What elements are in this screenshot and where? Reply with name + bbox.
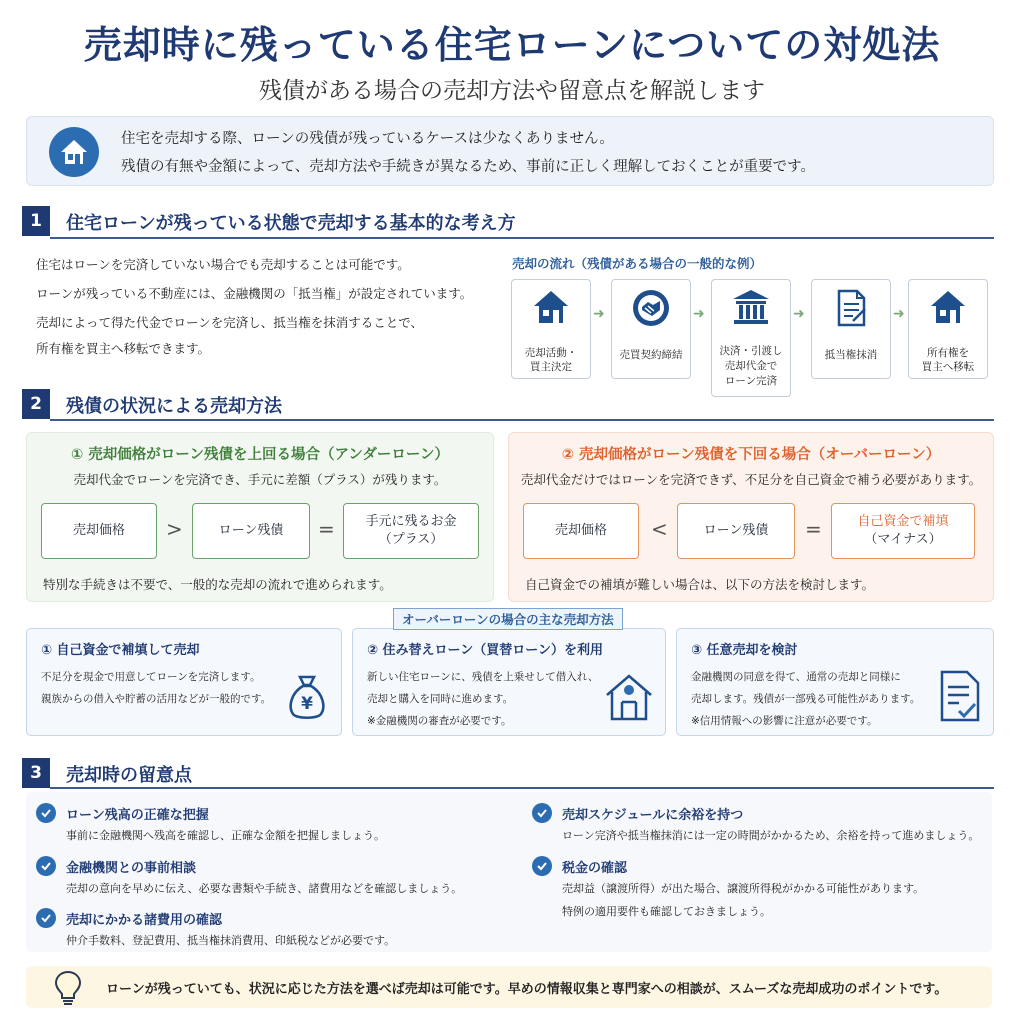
overloan-note: 自己資金での補填が難しい場合は、以下の方法を検討します。: [525, 577, 875, 592]
underloan-note: 特別な手続きは不要で、一般的な売却の流れで進められます。: [43, 577, 392, 592]
flow-arrow-1: ➜: [593, 306, 605, 322]
flow-title: 売却の流れ（残債がある場合の一般的な例）: [512, 256, 763, 271]
overloan-desc: 売却代金だけではローンを完済できず、不足分を自己資金で補う必要があります。: [520, 472, 982, 487]
flow-arrow-2: ➜: [693, 306, 705, 322]
overloan-result-box: 自己資金で補填 （マイナス）: [831, 503, 975, 559]
flow-step-2: 売買契約締結: [611, 279, 691, 379]
section-2-divider: [50, 419, 994, 421]
section-1-number: 1: [22, 206, 50, 236]
point-text: 売却益（譲渡所得）が出た場合、譲渡所得税がかかる可能性があります。: [562, 882, 925, 895]
bank-icon: [731, 288, 771, 326]
method-card-voluntary-sale: ③ 任意売却を検討 金融機関の同意を得て、通常の売却と同様に 売却します。残債が一部残る可能性があります。 ※信用情報への影響に注意が必要です。: [676, 628, 994, 736]
underloan-balance-box: ローン残債: [192, 503, 310, 559]
checklist-icon: [939, 669, 981, 723]
underloan-title: ① 売却価格がローン残債を上回る場合（アンダーローン）: [70, 447, 450, 463]
underloan-desc: 売却代金でローンを完済でき、手元に差額（プラス）が残ります。: [73, 472, 447, 487]
overloan-operator-eq: =: [805, 517, 822, 541]
check-icon: [36, 803, 56, 823]
house-icon: [531, 288, 571, 326]
document-icon: [831, 288, 871, 328]
section-3-divider: [50, 787, 994, 789]
money-bag-icon: [285, 673, 329, 721]
intro-panel: [26, 116, 994, 186]
section-1-para-1: 住宅はローンを完済していない場合でも売却することは可能です。: [36, 257, 410, 272]
section-2-number: 2: [22, 389, 50, 419]
underloan-operator-eq: =: [318, 517, 335, 541]
point-title: 売却にかかる諸費用の確認: [66, 913, 223, 928]
check-icon: [36, 856, 56, 876]
summary-tip-text: ローンが残っていても、状況に応じた方法を選べば売却は可能です。早めの情報収集と専門家への相談が、スムーズな売却成功のポイントです。: [106, 982, 948, 997]
point-title: 売却スケジュールに余裕を持つ: [562, 808, 744, 823]
underloan-card: [26, 432, 494, 602]
overloan-balance-box: ローン残債: [677, 503, 795, 559]
point-text: 売却の意向を早めに伝え、必要な書類や手続き、諸費用などを確認しましょう。: [66, 882, 463, 895]
flow-step-1: 売却活動・ 買主決定: [511, 279, 591, 379]
check-icon: [36, 908, 56, 928]
section-1-para-2: ローンが残っている不動産には、金融機関の「抵当権」が設定されています。: [36, 286, 473, 301]
svg-text:¥: ¥: [301, 694, 313, 714]
section-2-title: 残債の状況による売却方法: [66, 396, 282, 417]
point-text: ローン完済や抵当権抹消には一定の時間がかかるため、余裕を持って進めましょう。: [562, 829, 980, 842]
overloan-methods-label: オーバーローンの場合の主な売却方法: [393, 608, 623, 630]
section-1-para-4: 所有権を買主へ移転できます。: [36, 341, 211, 356]
page-subtitle: 残債がある場合の売却方法や留意点を解説します: [259, 78, 765, 104]
underloan-result-box: 手元に残るお金 （プラス）: [343, 503, 479, 559]
section-1-divider: [50, 237, 994, 239]
point-title: 金融機関との事前相談: [66, 861, 197, 876]
house-icon: [928, 288, 968, 326]
underloan-operator-gt: >: [166, 517, 183, 541]
check-icon: [532, 856, 552, 876]
intro-line-2: 残債の有無や金額によって、売却方法や手続きが異なるため、事前に正しく理解しておくことが重要です。: [121, 159, 815, 175]
point-title: ローン残高の正確な把握: [66, 808, 209, 823]
overloan-card: [508, 432, 994, 602]
flow-step-3: 決済・引渡し 売却代金で ローン完済: [711, 279, 791, 397]
flow-arrow-3: ➜: [793, 306, 805, 322]
lightbulb-icon: [54, 970, 82, 1006]
intro-line-1: 住宅を売却する際、ローンの残債が残っているケースは少なくありません。: [121, 131, 614, 147]
flow-step-4: 抵当権抹消: [811, 279, 891, 379]
section-1-para-3: 売却によって得た代金でローンを完済し、抵当権を抹消することで、: [36, 315, 424, 330]
point-text: 特例の適用要件も確認しておきましょう。: [562, 905, 771, 918]
handshake-icon: [631, 288, 671, 328]
overloan-sale-price-box: 売却価格: [523, 503, 639, 559]
point-title: 税金の確認: [562, 861, 628, 876]
section-1-title: 住宅ローンが残っている状態で売却する基本的な考え方: [66, 213, 516, 234]
summary-tip: [26, 966, 992, 1008]
flow-arrow-4: ➜: [893, 306, 905, 322]
method-card-replacement-loan: ② 住み替えローン（買替ローン）を利用 新しい住宅ローンに、残債を上乗せして借入れ、 売却と購入を同時に進めます。 ※金融機関の審査が必要です。: [352, 628, 666, 736]
overloan-operator-lt: <: [651, 517, 668, 541]
new-house-icon: [601, 671, 657, 723]
underloan-sale-price-box: 売却価格: [41, 503, 157, 559]
point-text: 事前に金融機関へ残高を確認し、正確な金額を把握しましょう。: [66, 829, 385, 842]
house-icon: [49, 127, 99, 177]
section-3-number: 3: [22, 758, 50, 788]
section-3-title: 売却時の留意点: [66, 765, 192, 786]
method-card-self-funds: ① 自己資金で補填して売却 不足分を現金で用意してローンを完済します。 親族からの借入や貯蓄の活用などが一般的です。 ¥: [26, 628, 342, 736]
page-title: 売却時に残っている住宅ローンについての対処法: [83, 23, 941, 67]
point-text: 仲介手数料、登記費用、抵当権抹消費用、印紙税などが必要です。: [66, 934, 396, 947]
check-icon: [532, 803, 552, 823]
overloan-title: ② 売却価格がローン残債を下回る場合（オーバーローン）: [561, 447, 941, 463]
flow-step-5: 所有権を 買主へ移転: [908, 279, 988, 379]
